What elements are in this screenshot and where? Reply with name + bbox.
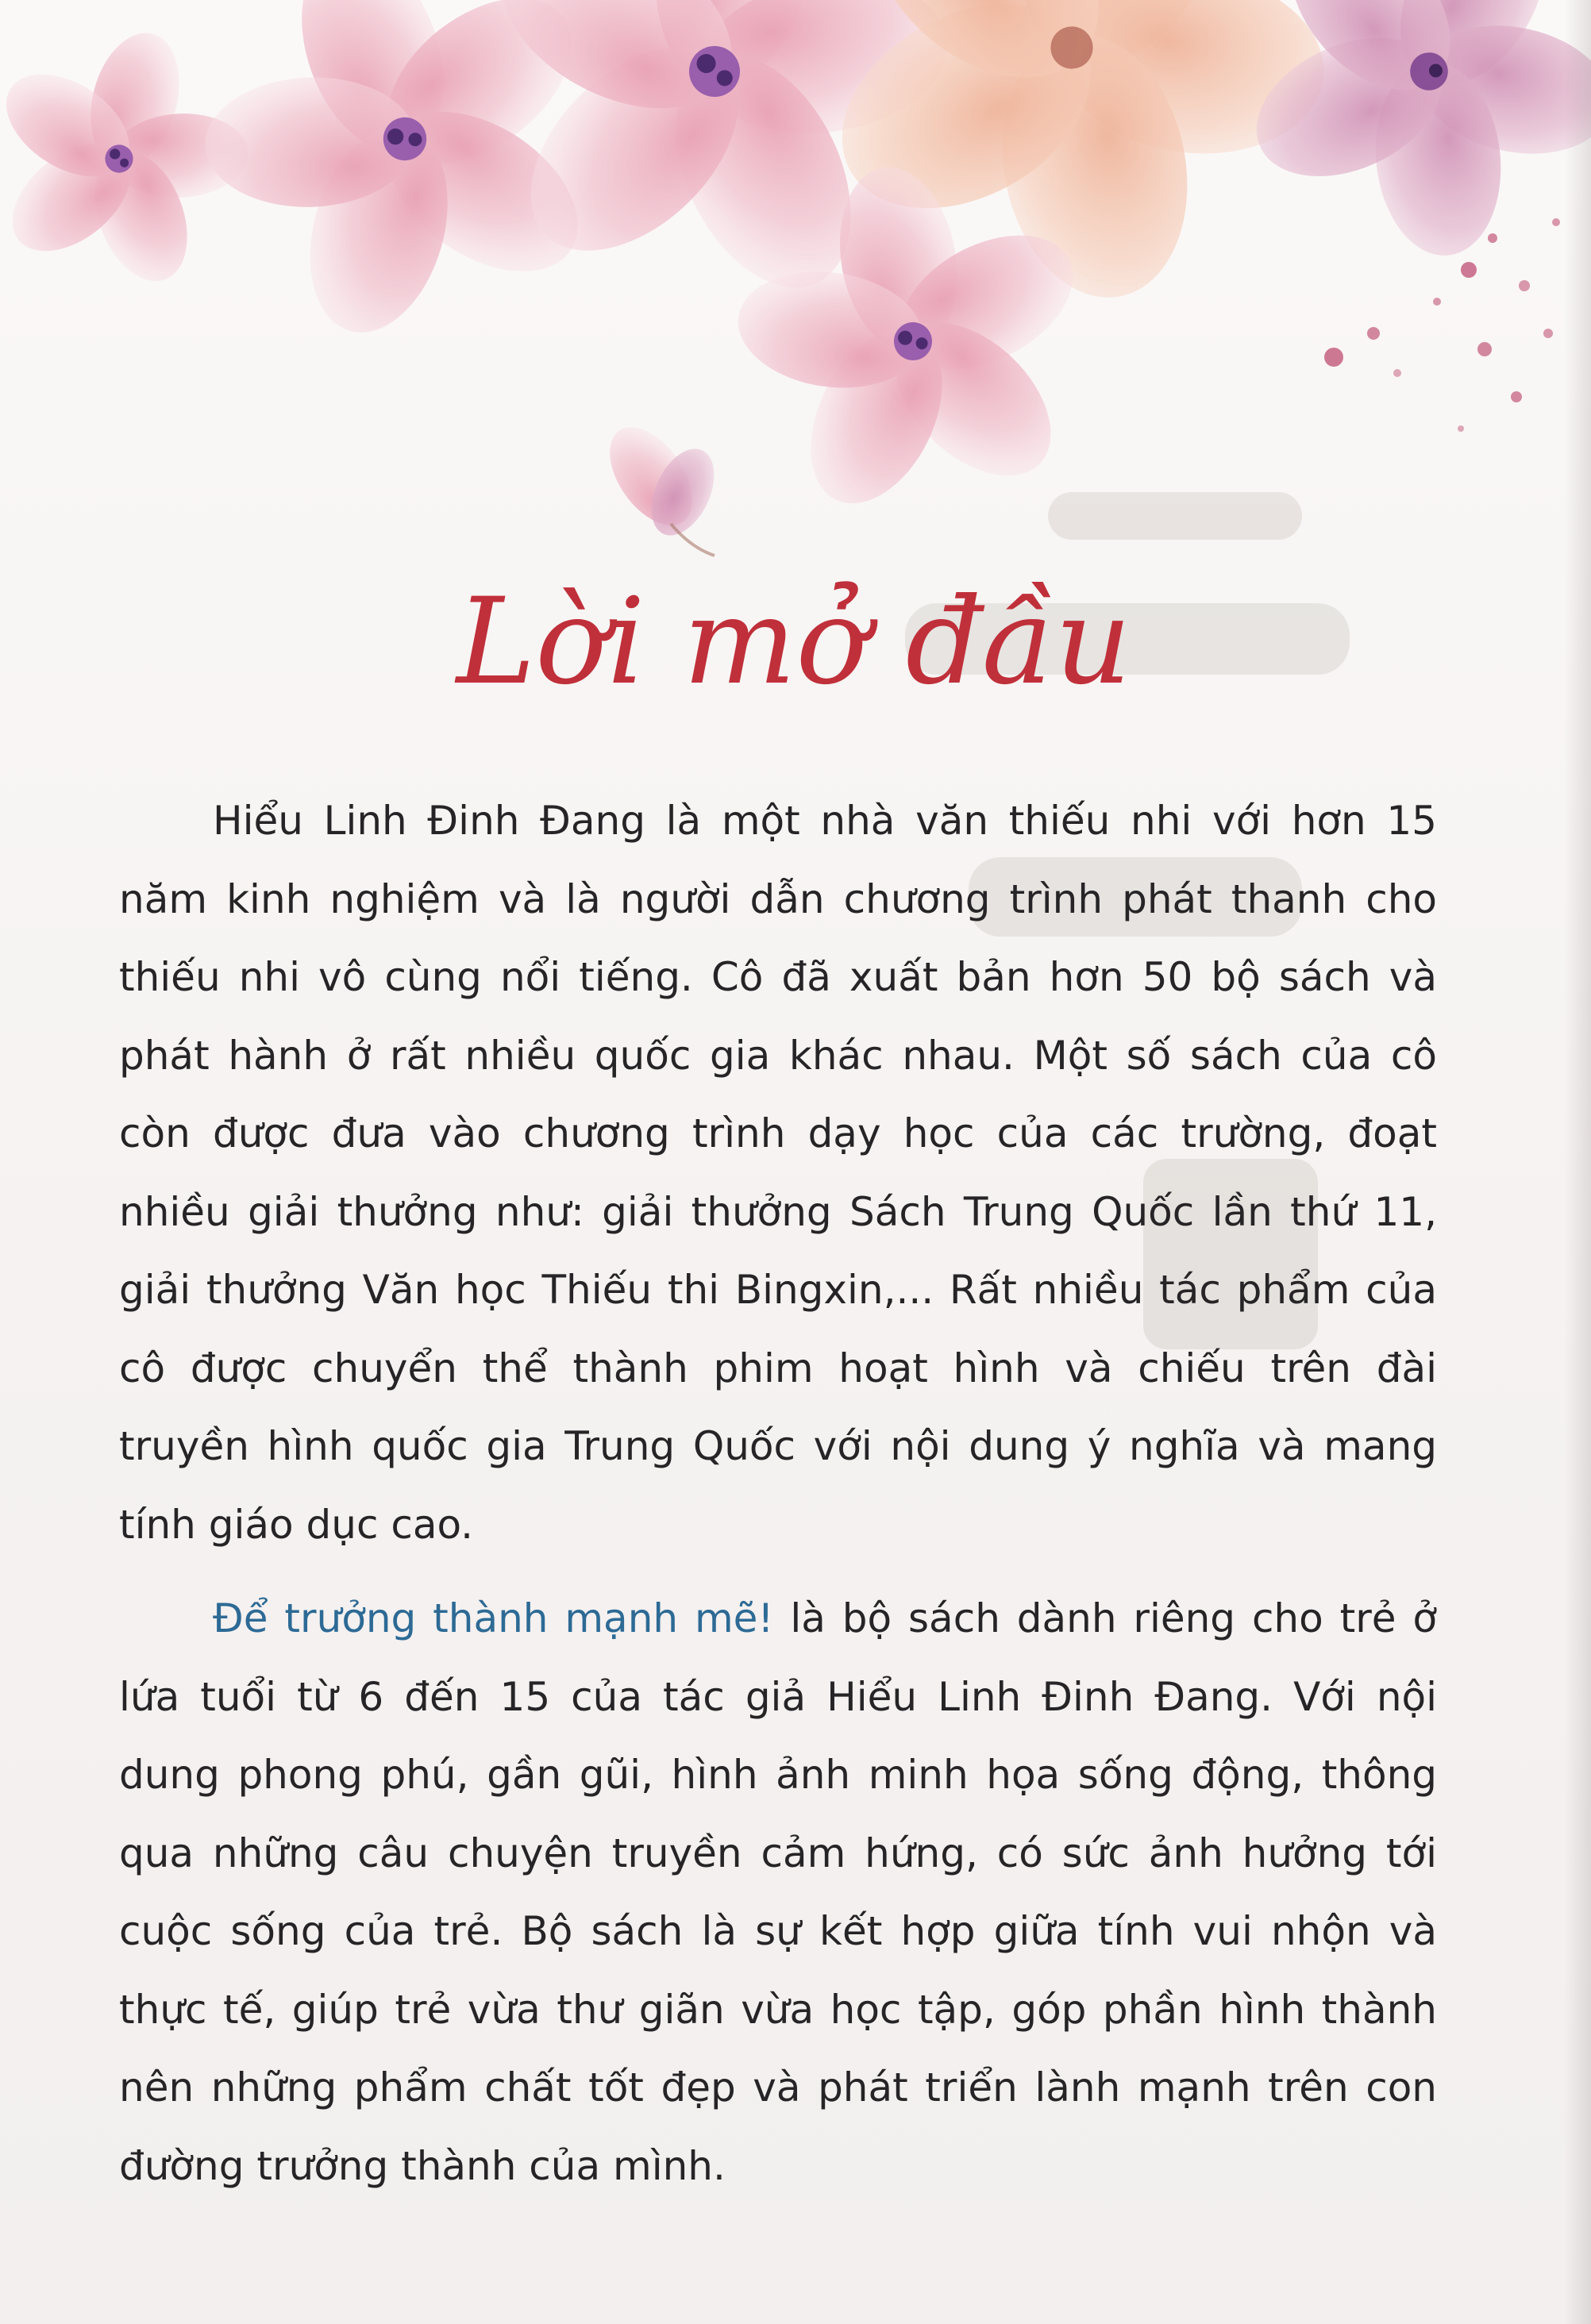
flower-bud: [593, 413, 726, 556]
page-title: [456, 540, 1132, 746]
paragraph-author-intro: Hiểu Linh Đinh Đang là một nhà văn thiếu nhi với hơn 15 năm kinh nghiệm và là người dẫn chương trình phát thanh cho thiếu nhi vô cùng nổi tiếng. Cô đã xuất bản hơn 50 bộ sách và phát hành ở rất nhiều quốc gia khác nhau. Một số sách của cô còn được đưa vào chương trình dạy học của các trường, đoạt nhiều giải thưởng như: giải thưởng Sách Trung Quốc lần thứ 11, giải thưởng Văn học Thiếu thi Bingxin,... Rất nhiều tác phẩm của cô được chuyển thể thành phim hoạt hình và chiếu trên đài truyền hình quốc gia Trung Quốc với nội dung ý nghĩa và mang tính giáo dục cao.: [119, 798, 1437, 1548]
body-text: [119, 782, 1437, 2205]
paragraph-series-intro: [119, 1579, 1437, 2205]
paragraph-series-text: là bộ sách dành riêng cho trẻ ở lứa tuổi từ 6 đến 15 của tác giả Hiểu Linh Đinh Đang. Với nội dung phong phú, gần gũi, hình ảnh minh họa sống động, thông qua những câu chuyện truyền cảm hứng, có sức ảnh hưởng tới cuộc sống của trẻ. Bộ sách là sự kết hợp giữa tính vui nhộn và thực tế, giúp trẻ vừa thư giãn vừa học tập, góp phần hình thành nên những phẩm chất tốt đẹp và phát triển lành mạnh trên con đường trưởng thành của mình.: [119, 1595, 1437, 2189]
series-title-highlight: Để trưởng thành mạnh mẽ!: [213, 1595, 774, 1641]
page-edge-shadow: [1564, 0, 1591, 2324]
page-title-text: Lời mở đầu: [456, 573, 1132, 711]
